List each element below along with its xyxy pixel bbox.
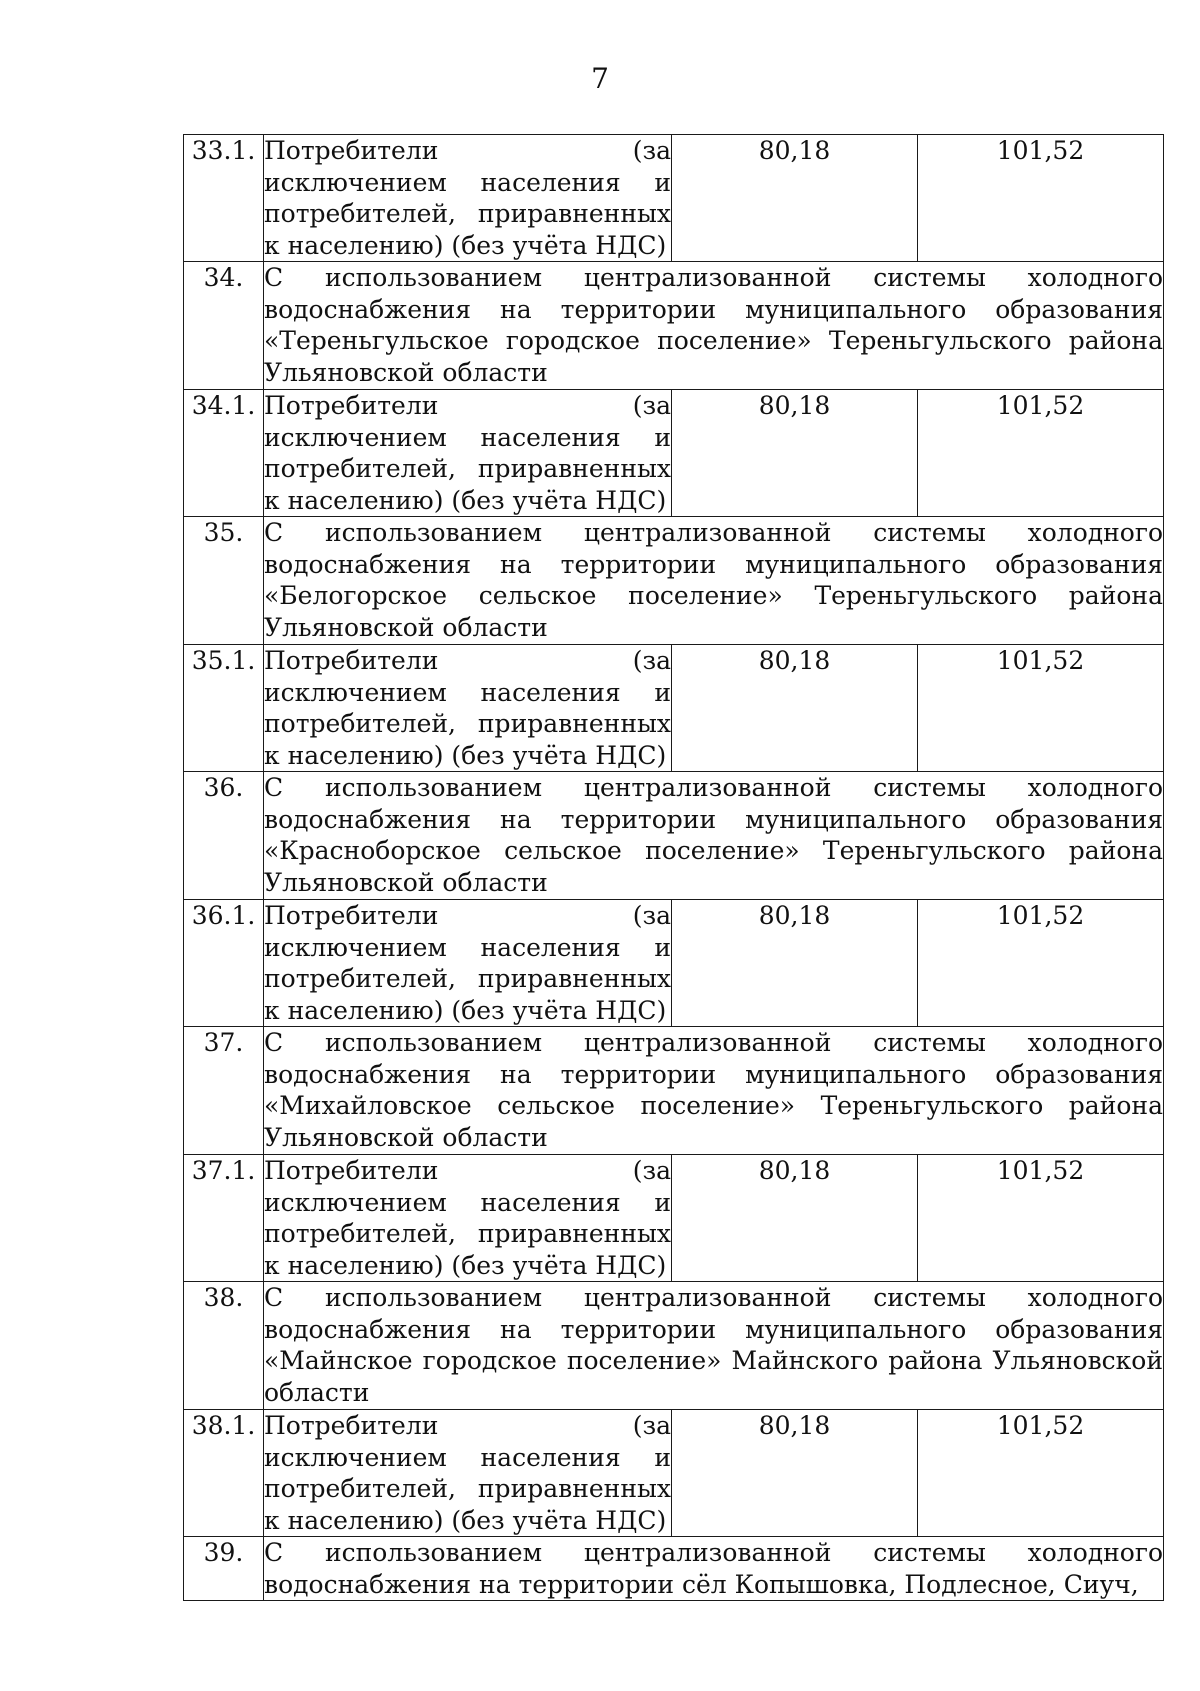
row-number: 34.1.	[184, 390, 264, 517]
table-row	[184, 1155, 1164, 1282]
row-number: 38.1.	[184, 1410, 264, 1537]
table-row	[184, 517, 1164, 645]
tariff-value-1: 80,18	[672, 135, 918, 262]
table-row	[184, 772, 1164, 900]
table-row	[184, 1027, 1164, 1155]
table-row	[184, 1537, 1164, 1601]
consumer-description: Потребители (за исключением населения и потребителей, приравненных к населению) (без учёта НДС)	[264, 391, 671, 515]
consumer-description: Потребители (за исключением населения и потребителей, приравненных к населению) (без учёта НДС)	[264, 901, 671, 1025]
row-number: 36.	[184, 772, 264, 900]
page-number: 7	[591, 62, 609, 95]
row-number: 34.	[184, 262, 264, 390]
row-number: 33.1.	[184, 135, 264, 262]
tariff-table	[183, 134, 1164, 1601]
tariff-value-1: 80,18	[672, 900, 918, 1027]
tariff-value-2: 101,52	[918, 900, 1164, 1027]
tariff-value-2: 101,52	[918, 645, 1164, 772]
section-description: С использованием централизованной системы холодного водоснабжения на территории муниципального образования «Майнское городское поселение» Майнского района Ульяновской области	[264, 1282, 1164, 1410]
row-number: 36.1.	[184, 900, 264, 1027]
section-description: С использованием централизованной системы холодного водоснабжения на территории муниципального образования «Красноборское сельское поселение» Тереньгульского района Ульяновской области	[264, 772, 1164, 900]
tariff-value-2: 101,52	[918, 1410, 1164, 1537]
row-number: 37.	[184, 1027, 264, 1155]
consumer-description: Потребители (за исключением населения и потребителей, приравненных к населению) (без учёта НДС)	[264, 1156, 671, 1280]
tariff-value-1: 80,18	[672, 1410, 918, 1537]
table-row	[184, 1282, 1164, 1410]
row-number: 35.	[184, 517, 264, 645]
table-row	[184, 135, 1164, 262]
row-number: 38.	[184, 1282, 264, 1410]
consumer-description: Потребители (за исключением населения и потребителей, приравненных к населению) (без учёта НДС)	[264, 136, 671, 260]
consumer-description: Потребители (за исключением населения и потребителей, приравненных к населению) (без учёта НДС)	[264, 646, 671, 770]
section-description: С использованием централизованной системы холодного водоснабжения на территории муниципального образования «Михайловское сельское поселение» Тереньгульского района Ульяновской области	[264, 1027, 1164, 1155]
table-row	[184, 262, 1164, 390]
table-row	[184, 900, 1164, 1027]
table-row	[184, 390, 1164, 517]
section-description: С использованием централизованной системы холодного водоснабжения на территории сёл Копышовка, Подлесное, Сиуч,	[264, 1538, 1163, 1599]
section-description: С использованием централизованной системы холодного водоснабжения на территории муниципального образования «Тереньгульское городское поселение» Тереньгульского района Ульяновской области	[264, 262, 1164, 390]
row-number: 37.1.	[184, 1155, 264, 1282]
row-number: 35.1.	[184, 645, 264, 772]
tariff-value-1: 80,18	[672, 1155, 918, 1282]
tariff-value-2: 101,52	[918, 135, 1164, 262]
table-row	[184, 645, 1164, 772]
table-row	[184, 1410, 1164, 1537]
tariff-value-1: 80,18	[672, 645, 918, 772]
tariff-value-1: 80,18	[672, 390, 918, 517]
consumer-description: Потребители (за исключением населения и потребителей, приравненных к населению) (без учёта НДС)	[264, 1411, 671, 1535]
row-number: 39.	[184, 1537, 264, 1601]
section-description: С использованием централизованной системы холодного водоснабжения на территории муниципального образования «Белогорское сельское поселение» Тереньгульского района Ульяновской области	[264, 517, 1164, 645]
tariff-value-2: 101,52	[918, 1155, 1164, 1282]
tariff-value-2: 101,52	[918, 390, 1164, 517]
